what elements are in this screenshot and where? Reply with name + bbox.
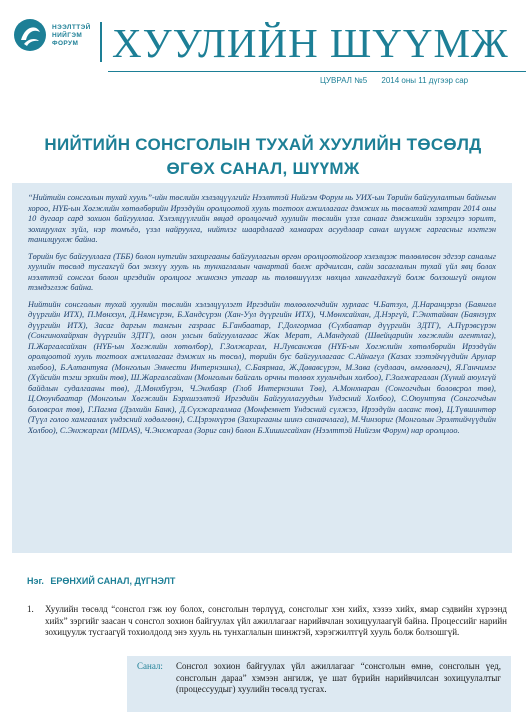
proposal-box	[127, 656, 511, 712]
document-title-line: НИЙТИЙН СОНСГОЛЫН ТУХАЙ ХУУЛИЙН ТӨСӨЛД	[44, 135, 482, 154]
document-title	[0, 133, 526, 181]
header-divider	[100, 22, 102, 62]
list-item	[27, 604, 507, 639]
issue-date: 2014 оны 11 дүгээр сар	[381, 76, 469, 85]
section-heading	[27, 576, 175, 586]
summary-paragraph: Нийтийн сонсголын тухай хуулийн төслийн хэлэлцүүлэгт Иргэдийн төлөөлөгчдийн хурлаас Ч.Батзул, Д.Наранцэрэл (Баянгол дүүргийн ИТХ), П.Мөнхзул, Д.Нямсүрэн, Б.Хандсүрэн (Хан-Уул дүүргийн ИТХ), Ч.Мөнхсайхан, Д.Нэргүй, Г.Энхтайван (Баянзүрх дүүргийн ИТХ), Засаг даргын тамгын газраас Б.Ганбаатар, Г.Долгормаа (Сүхбаатар дүүргийн ЗДТГ), А.Пүрэвсүрэн (Сонгинохайрхан дүүргийн ЗДТГ), олон улсын байгууллагаас Жак Мерат, А.Мандухай (Швейцарийн хөгжлийн агентлаг), П.Жаргалсайхан (НҮБ-ын Хөгжлийн хөтөлбөр), Г.Золжаргал, Н.Лувсанжав (НҮБ-ын Хөгжлийн хөтөлбөрийн Ирээдүйн оролцоотой хууль тогтоох ажиллагааг дэмжих нь төсөл), төрийн бус байгууллагаас С.Айнагүл (Казах зээтэйчүүдийн Арулар холбоо), Б.Алтантуяа (Монголын Эмнести Интернэшнл), С.Баярмаа, Ж.Дававсүрэн, М.Зава (судлаач, өмгөөлөгч), Я.Ганчимэг (Хүйсийн тэгш эрхийн төв), Ш.Жаргалсайхан (Монголын байгаль орчны төлөөх хуульчдын холбоо), Г.Золжаргалан (Хүний аюулгүй байдлын судалгааны төв), Д.Мөнхбүрэн, Ч.Энхбаяр (Глоб Интернэшнл Төв), А.Монхнаран (Сонгогчдын боловсрол төв), Ц.Оюунбаатар (Монголын Хөгжлийн Бэрхшээлтэй Иргэдийн Байгууллагуудын Үндэсний Холбоо), С.Оюунтуяа (Сонгогчдын боловсрол төв), Г.Пагма (Дэлхийн Банк), Д.Сүхжаргалмаа (Монфемнет Үндэсний сүлжээ, Ирээдүйн алсанс төв), Ц.Түвшинтөр (Түүл голоо хамгаалах үндэсний хөдөлгөөн), С.Цэрэнхүрэв (Захиргааны шинэ санаачлага), М.Чинзориг (Монголын Эрэлтийчүүдийн Холбоо), С.Энхжаргал (MIDAS), Ч.Энхжаргал (Зориг сан) болон Б.Хишигсайхан (Нээлттэй Нийгэм Форум) нар оролцлоо.	[28, 299, 496, 435]
org-line: НИЙГЭМ	[52, 32, 83, 39]
list-item-text: Хуулийн төсөлд “сонсгол гэж юу болох, сонсголын төрлүүд, сонсголыг хэн хийх, хэзээ хийх, ямар сэдвийн хүрээнд хийх” зэргийг заасан ч сонсгол зохион байгуулах үйл ажиллагааг нарийвчлан зохицуулаагүй байна. Процессийг нарийн зохицуулж тусгаагүй тохиолдолд энэ хууль нь тунхаглалын шинжтэй, хэрэгжилтгүй хууль болж болзошгүй.	[45, 604, 507, 637]
org-line: НЭЭЛТТЭЙ	[52, 24, 91, 31]
document-title-line: ӨГӨХ САНАЛ, ШҮҮМЖ	[166, 159, 360, 178]
summary-box	[12, 183, 512, 553]
org-line: ФОРУМ	[52, 40, 79, 47]
publication-title: ХУУЛИЙН ШҮҮМЖ	[112, 20, 509, 66]
section-label: Нэг.	[27, 576, 44, 586]
list-item-number: 1.	[27, 604, 34, 614]
header	[0, 0, 526, 92]
forum-logo-icon	[12, 14, 48, 56]
proposal-label: Санал:	[137, 661, 163, 671]
issue-number: ЦУВРАЛ №5	[320, 76, 368, 85]
org-name	[52, 24, 91, 48]
summary-paragraph: Төрийн бус байгууллага (ТББ) болон нутгийн захиргааны байгууллагын өргөн оролцоотойгоор хэлэлцэж төлөвлөсөн эдгээр саналыг хуулийн төсөлд тусгахгүй бол энэхүү хууль нь тунхаглалын чанартай болж ардчилсан, сайн засаглалын тухай үйл явц болох нээлттэй сонсгол болон иргэдийн оролцоог жинхэнэ утгаар нь төлөвшүүлэх нөхцөл хангагдахгүй болж болзошгүй онцлон тэмдэглэж байна.	[28, 251, 496, 292]
proposal-text: Сонсгол зохион байгуулах үйл ажиллагааг “сонсголын өмнө, сонсголын үед, сонсголын дараа” хэмээн ангилж, үе шат бүрийн нарийвчилсан зохицуулалтыг (процессуудыг) хуулийн төсөлд тусгах.	[176, 661, 501, 694]
issue-info	[320, 76, 468, 85]
section-title: ЕРӨНХИЙ САНАЛ, ДҮГНЭЛТ	[50, 576, 176, 586]
summary-paragraph: “Нийтийн сонсголын тухай хууль”-ийн төслийн хэлэлцүүлгийг Нээлттэй Нийгэм Форум нь УИХ-ын Төрийн байгуулалтын байнгын хороо, НҮБ-ын Хөгжлийн хөтөлбөрийн Ирээдүйн оролцоотой хууль тогтоох ажиллагааг дэмжих нь төсөлтэй хамтран 2014 оны 10 дугаар сард зохион байгууллаа. Хэлэлцүүлгийн явцад оролцогчид хуулийн төслийн үзэл санааг дэмжихийн зэрэгцээ зорилт, зохицуулах зүйл, нэр томъёо, үзэл найруулга, нийтлэг шаардлагад хамаарах асуудлаар санал шүүмж гаргасныг нэгтгэн танилцуулж байна.	[28, 193, 496, 244]
issue-rule	[108, 71, 526, 72]
